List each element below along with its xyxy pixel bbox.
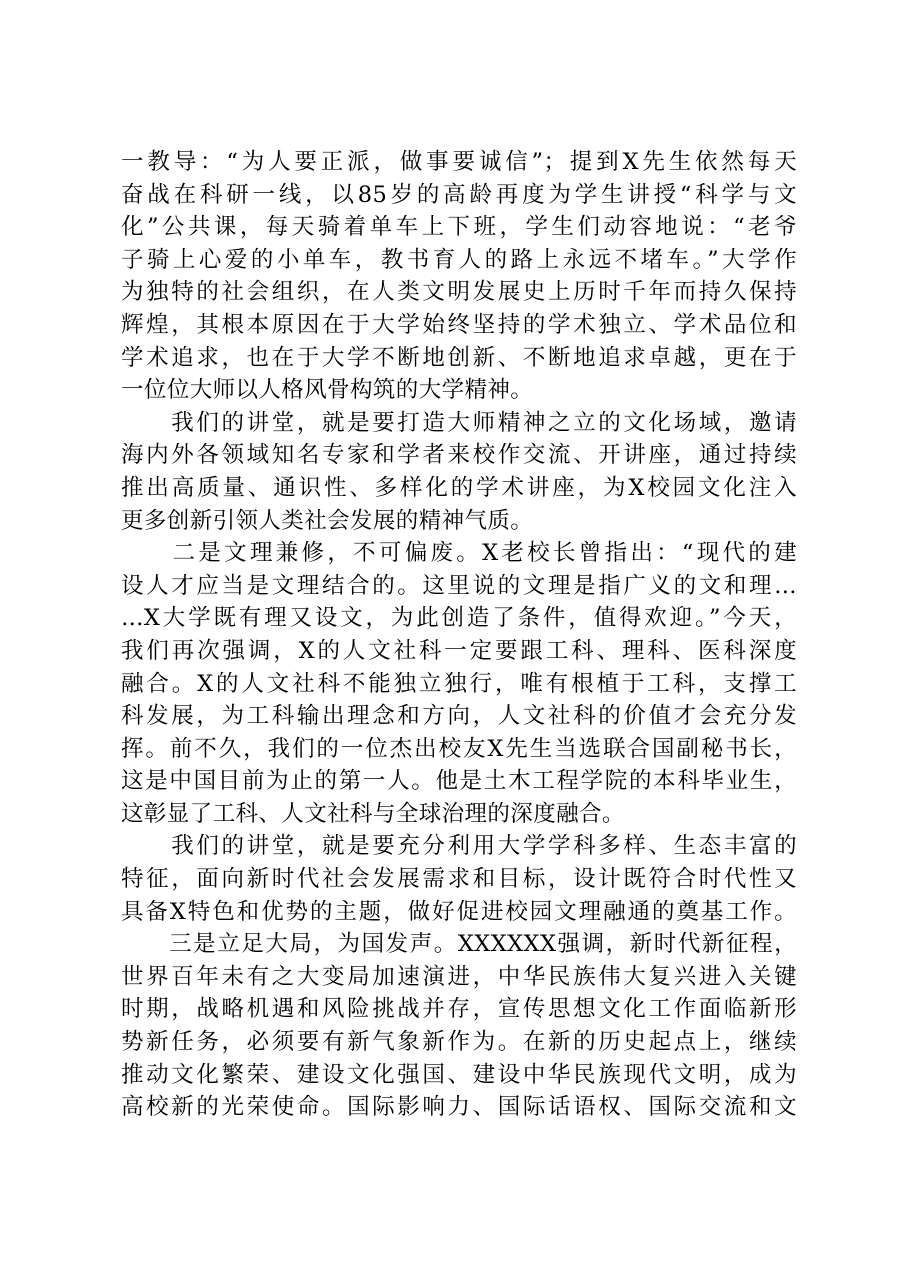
text-line: 势新任务，必须要有新气象新作为。在新的历史起点上，继续	[121, 1029, 797, 1056]
text-line: 高校新的光荣使命。国际影响力、国际话语权、国际交流和文	[121, 1094, 797, 1121]
text-line: 辉煌，其根本原因在于大学始终坚持的学术独立、学术品位和	[121, 311, 797, 338]
text-line: 奋战在科研一线，以85岁的高龄再度为学生讲授“科学与文	[121, 181, 797, 208]
text-line: 三是立足大局，为国发声。XXXXXX强调，新时代新征程，	[121, 931, 797, 958]
text-line: 设人才应当是文理结合的。这里说的文理是指广义的文和理…	[121, 572, 797, 599]
text-line: 海内外各领域知名专家和学者来校作交流、开讲座，通过持续	[121, 442, 797, 469]
text-line: 化”公共课，每天骑着单车上下班，学生们动容地说：“老爷	[121, 214, 797, 241]
text-line: 融合。X的人文社科不能独立独行，唯有根植于工科，支撑工	[121, 670, 797, 697]
body-text	[121, 146, 797, 1124]
text-line: 我们再次强调，X的人文社科一定要跟工科、理科、医科深度	[121, 637, 797, 664]
text-line: 科发展，为工科输出理念和方向，人文社科的价值才会充分发	[121, 703, 797, 730]
text-line: 世界百年未有之大变局加速演进，中华民族伟大复兴进入关键	[121, 963, 797, 990]
text-line: 一位位大师以人格风骨构筑的大学精神。	[121, 377, 534, 404]
text-line: 子骑上心爱的小单车，教书育人的路上永远不堵车。”大学作	[121, 246, 797, 273]
text-line: 推出高质量、通识性、多样化的学术讲座，为X校园文化注入	[121, 474, 797, 501]
text-line: 时期，战略机遇和风险挑战并存，宣传思想文化工作面临新形	[121, 996, 797, 1023]
text-line: 为独特的社会组织，在人类文明发展史上历时千年而持久保持	[121, 279, 797, 306]
text-line: 我们的讲堂，就是要充分利用大学学科多样、生态丰富的	[121, 833, 797, 860]
text-line: 具备X特色和优势的主题，做好促进校园文理融通的奠基工作。	[121, 898, 797, 925]
text-line: 这是中国目前为止的第一人。他是土木工程学院的本科毕业生，	[121, 768, 797, 795]
text-line: 挥。前不久，我们的一位杰出校友X先生当选联合国副秘书长，	[121, 735, 797, 762]
text-line: 二是文理兼修，不可偏废。X老校长曾指出：“现代的建	[121, 540, 797, 567]
text-line: 这彰显了工科、人文社科与全球治理的深度融合。	[121, 800, 625, 827]
text-line: 学术追求，也在于大学不断地创新、不断地追求卓越，更在于	[121, 344, 797, 371]
text-line: 我们的讲堂，就是要打造大师精神之立的文化场域，邀请	[121, 409, 797, 436]
text-line: 推动文化繁荣、建设文化强国、建设中华民族现代文明，成为	[121, 1061, 797, 1088]
text-line: 更多创新引领人类社会发展的精神气质。	[121, 507, 534, 534]
text-line: …X大学既有理又设文，为此创造了条件，值得欢迎。”今天，	[121, 605, 797, 632]
text-line: 特征，面向新时代社会发展需求和目标，设计既符合时代性又	[121, 866, 797, 893]
text-line: 一教导：“为人要正派，做事要诚信”；提到X先生依然每天	[121, 149, 797, 175]
